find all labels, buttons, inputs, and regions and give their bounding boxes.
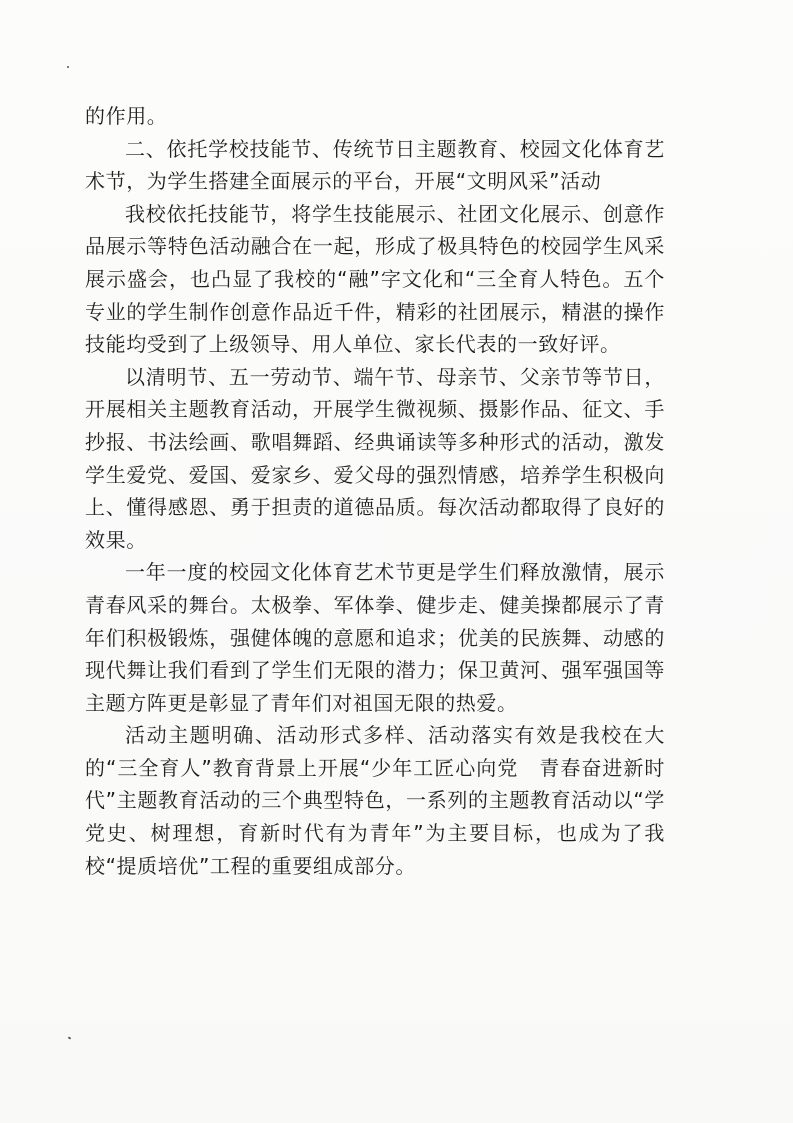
paragraph-skills-festival: 我校依托技能节，将学生技能展示、社团文化展示、创意作品展示等特色活动融合在一起，形成了极具特色的校园学生风采展示盛会，也凸显了我校的“融”字文化和“三全育人特色。五个专业的学生制作创意作品近千件，精彩的社团展示，精湛的操作技能均受到了上级领导、用人单位、家长代表的一致好评。 [85, 201, 665, 357]
document-body [85, 100, 665, 882]
paragraph-closing-fragment: 的作用。 [85, 104, 168, 128]
section-heading-2: 二、依托学校技能节、传统节日主题教育、校园文化体育艺术节，为学生搭建全面展示的平台，开展“文明风采”活动 [85, 136, 665, 194]
paragraph-traditional-festivals: 以清明节、五一劳动节、端午节、母亲节、父亲节等节日，开展相关主题教育活动，开展学生微视频、摄影作品、征文、手抄报、书法绘画、歌唱舞蹈、经典诵读等多种形式的活动，激发学生爱党、爱国、爱家乡、爱父母的强烈情感，培养学生积极向上、懂得感恩、勇于担责的道德品质。每次活动都取得了良好的效果。 [85, 364, 665, 552]
scan-speck [67, 66, 69, 68]
paragraph-culture-sports-arts-festival: 一年一度的校园文化体育艺术节更是学生们释放激情，展示青春风采的舞台。太极拳、军体拳、健步走、健美操都展示了青年们积极锻炼，强健体魄的意愿和追求；优美的民族舞、动感的现代舞让我们看到了学生们无限的潜力；保卫黄河、强军强国等主题方阵更是彰显了青年们对祖国无限的热爱。 [85, 560, 665, 715]
paragraph-summary: 活动主题明确、活动形式多样、活动落实有效是我校在大的“三全育人”教育背景上开展“少年工匠心向党 青春奋进新时代”主题教育活动的三个典型特色，一系列的主题教育活动以“学党史、树理想，育新时代有为青年”为主要目标，也成为了我校“提质培优”工程的重要组成部分。 [85, 723, 665, 878]
scan-speck [68, 1036, 72, 1039]
